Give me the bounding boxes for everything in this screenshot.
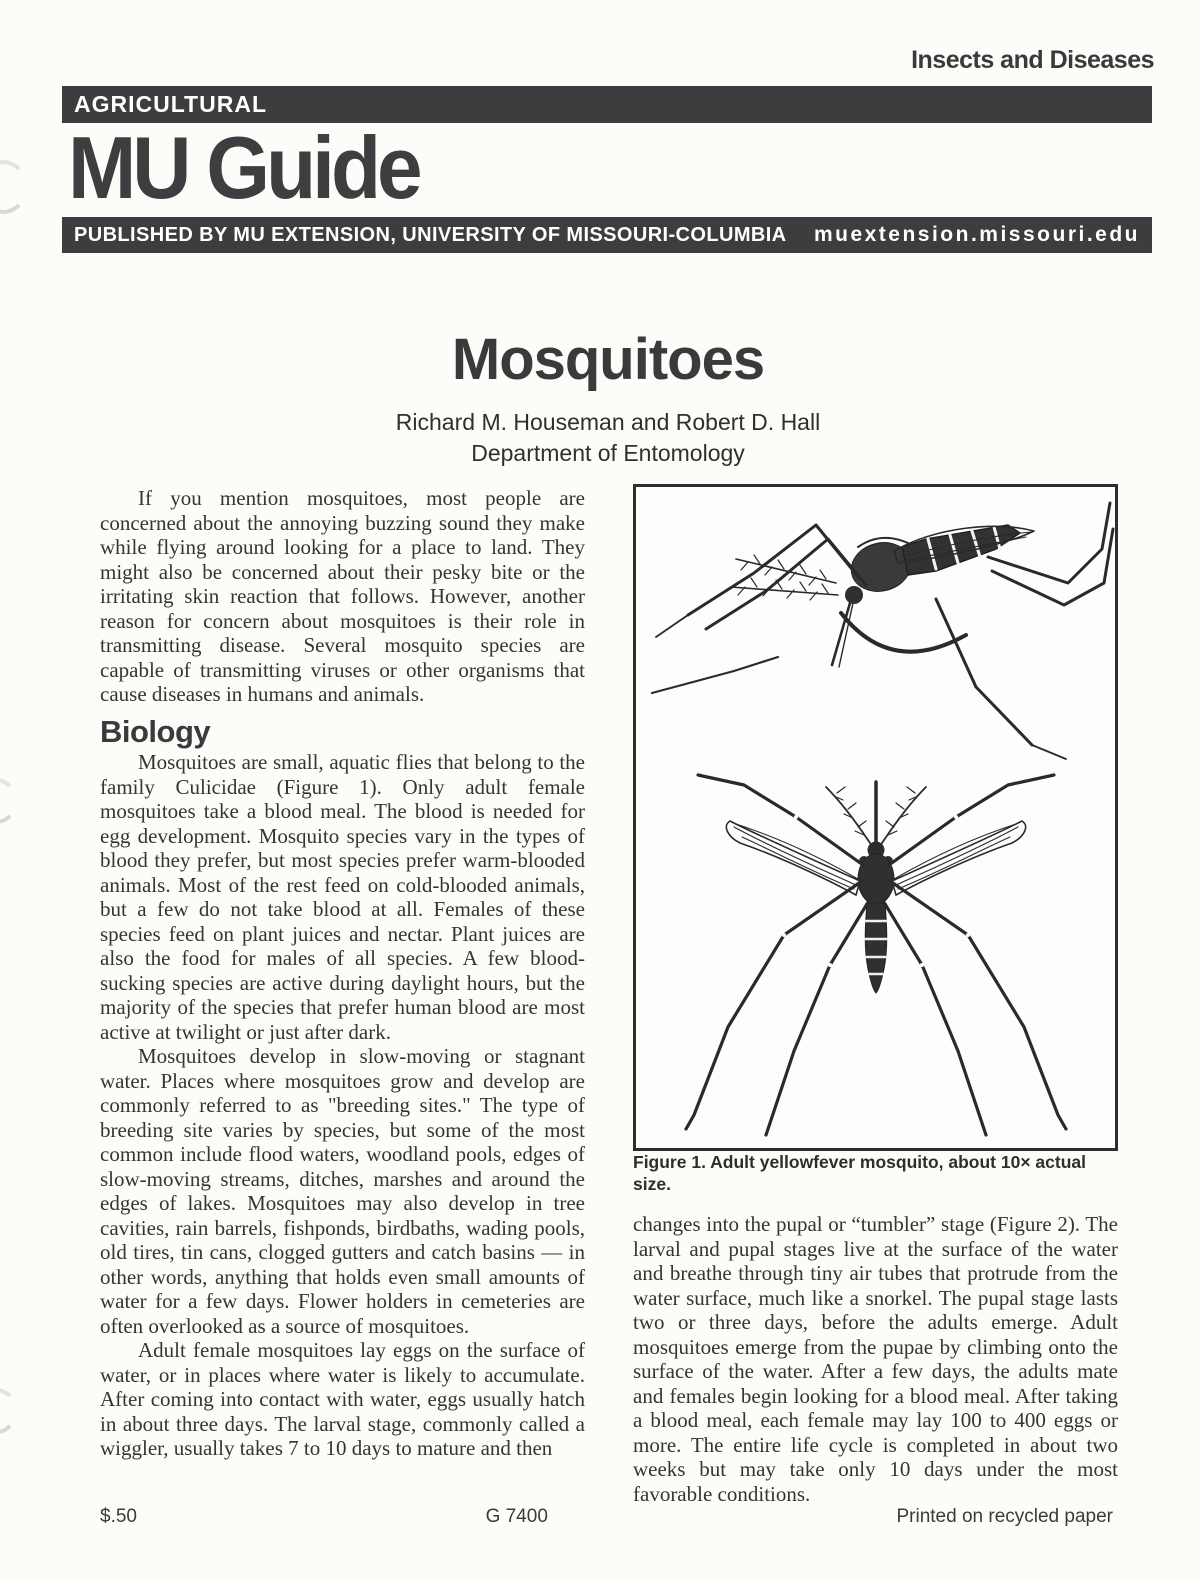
body-paragraph: Mosquitoes develop in slow-moving or stagnant water. Places where mosquitoes grow and develop are commonly referred to as "breeding sites." The type of breeding site varies by species, but some of the most common include flood waters, woodland pools, edges of slow-moving streams, ditches, marshes and around the edges of lakes. Mosquitoes may also develop in tree cavities, rain barrels, fishponds, birdbaths, wading pools, old tires, tin cans, clogged gutters and catch basins — in other words, anything that holds even small amounts of water for a few days. Flower holders in cemeteries are often overlooked as a source of mosquitoes. [100,1044,585,1338]
side-view-mosquito [652,503,1113,759]
eyebrow-label: AGRICULTURAL [74,91,267,117]
recycled-paper-note: Printed on recycled paper [896,1506,1113,1527]
title-block [0,326,1200,469]
department-line: Department of Entomology [471,440,745,466]
masthead-publisher-bar [62,217,1152,253]
scan-artifact [0,160,28,214]
biology-heading: Biology [100,713,211,749]
authors-line: Richard M. Houseman and Robert D. Hall [395,409,821,435]
series-category-label: Insects and Diseases [911,46,1154,74]
body-paragraph: Mosquitoes are small, aquatic flies that belong to the family Culicidae (Figure 1). Only adult female mosquitoes take a blood meal. The blood is needed for egg development. Mosquito species vary in the types of blood they prefer, but most species prefer warm-blooded animals. Most of the rest feed on cold-blooded animals, but a few do not take blood at all. Females of these species feed on plant juices and nectar. Plant juices are also the food for males of all species. A few blood-sucking species are active during daylight hours, but the majority of the species that prefer human blood are most active at twilight or just after dark. [100,750,585,1044]
intro-paragraph: If you mention mosquitoes, most people are concerned about the annoying buzzing sound they make while flying around looking for a place to land. They might also be concerned about their pesky bite or the irritating skin reaction that follows. However, another reason for concern about mosquitoes is their role in transmitting disease. Several mosquito species are capable of transmitting viruses or other organisms that cause diseases in humans and animals. [100,486,585,706]
publication-number: G 7400 [485,1506,548,1527]
page-title: Mosquitoes [451,327,765,392]
body-paragraph: Adult female mosquitoes lay eggs on the surface of water, or in places where water is likely to accumulate. After coming into contact with water, eggs usually hatch in about three days. The larval stage, commonly called a wiggler, usually takes 7 to 10 days to mature and then [100,1338,585,1460]
brand-logotype: MU Guide [68,119,419,218]
scan-artifact [0,778,18,824]
left-column [100,486,585,1461]
body-paragraph-continuation: changes into the pupal or “tumbler” stage (Figure 2). The larval and pupal stages live at the surface of the water and breathe through tiny air tubes that protrude from the water surface, much like a snorkel. The pupal stage lasts two or three days, before the adults emerge. Adult mosquitoes emerge from the pupae by climbing onto the surface of the water. After a few days, the adults mate and females begin looking for a blood meal. After taking a blood meal, each female may lay 100 to 400 eggs or more. The entire life cycle is completed in about two weeks but may take only 10 days under the most favorable conditions. [633,1212,1118,1506]
website-label: muextension.missouri.edu [813,223,1140,246]
published-by-label: PUBLISHED BY MU EXTENSION, UNIVERSITY OF MISSOURI-COLUMBIA [74,223,787,246]
dorsal-view-mosquito [686,775,1066,1135]
scan-artifact [0,1388,18,1434]
figure-illustration [636,487,1115,1148]
right-column [633,484,1118,1506]
figure-1-box [633,484,1118,1151]
page-footer [100,1506,1113,1528]
figure-1-caption: Figure 1. Adult yellowfever mosquito, about 10× actual size. [633,1152,1086,1194]
price-label: $.50 [100,1506,137,1527]
